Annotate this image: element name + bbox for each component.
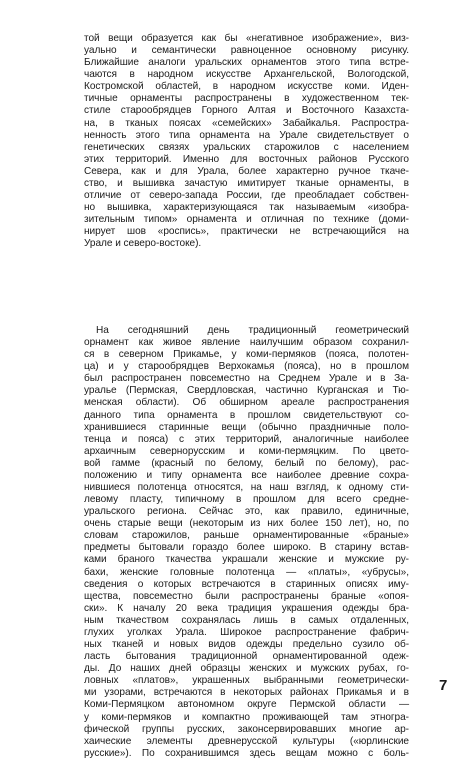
text-line: нившиеся полотенца относятся, на наш взгляд, к одному сти- [84,482,409,494]
text-line: левому пласту, типичному в прошлом для всего средне- [84,494,409,506]
text-line: ми узорами, встречаются в некоторых районах Прикамья и в [84,687,409,699]
text-line: нирует шов «роспись», практически не встречающийся на [84,226,409,238]
text-line: уральского региона. Сейчас это, как правило, единичные, [84,506,409,518]
text-line: менская области). Об обширном ареале распространения [84,397,409,409]
text-line: Коми-Пермяцком автономном округе Пермской области — [84,699,409,711]
text-line: был распространен повсеместно на Среднем Урале и в За- [84,373,409,385]
text-line: той вещи образуется как бы «негативное изображение», виз- [84,33,409,44]
text-line: ство, и вышивка зачастую имитирует тканые орнаменты, в [84,177,409,189]
text-line: хаические элементы древнерусской культуры («юрлинские [84,735,409,747]
page-number: 7 [439,677,448,694]
text-line: предметы бытовали гораздо более широко. В старину встав- [84,542,409,554]
text-line: словам старожилов, раньше орнаментированные «браные» [84,530,409,542]
text-line: этих территорий. Именно для восточных районов Русского [84,153,409,165]
text-line: хранившиеся старинные вещи (обычно праздничные поло- [84,421,409,433]
text-line: положению и типу орнамента все наиболее древние сохра- [84,469,409,481]
text-line: ски». К началу 20 века традиция украшения одежды бра- [84,602,409,614]
text-line: но вышивка, характеризующаяся так называемым «изобра- [84,202,409,214]
paragraph-1 [84,33,409,250]
text-line: чаются в народном искусстве Архангельской, Вологодской, [84,69,409,81]
text-line: бахи, женские головные полотенца — «платы», «убрусы», [84,566,409,578]
paragraph-2 [84,325,409,760]
text-line: Ближайшие аналоги уральских орнаментов этого типа встре- [84,57,409,69]
text-line: На сегодняшний день традиционный геометрический [96,325,409,336]
text-line: ками браного ткачества украшали женские и мужские ру- [84,554,409,566]
text-line: ся в северном Прикамье, у коми-пермяков (пояса, полотен- [84,349,409,361]
text-line: зительным типом» орнамента и отличная по технике (доми- [84,214,409,226]
text-line: генетических связях уральских старожилов с населением [84,141,409,153]
text-line: Костромской областей, в народном искусстве коми. Иден- [84,81,409,93]
text-line: русские»). По сохранившимся здесь вещам можно с боль- [84,747,409,759]
text-line: данного типа орнамента в прошлом свидетельствуют со- [84,409,409,421]
text-line: ласть бытования традиционной орнаментированной одеж- [84,651,409,663]
text-line: ловных «платов», украшенных выбранными геометрически- [84,675,409,687]
text-line: отличие от северо-запада России, где преобладает собствен- [84,190,409,202]
text-line: вой гамме (красный по белому, белый по белому), рас- [84,457,409,469]
text-line: у коми-пермяков и компактно проживающей там этногра- [84,711,409,723]
text-line: уально и семантически равноценное основному рисунку. [84,45,409,57]
text-line: уралье (Пермская, Свердловская, частично Курганская и Тю- [84,385,409,397]
text-line: очень старые вещи (некоторым из них более 150 лет), но, по [84,518,409,530]
text-line: на, в тканых поясах «семейских» Забайкалья. Распростра- [84,117,409,129]
text-line: орнамент как живое явление наилучшим образом сохранил- [84,337,409,349]
text-line: ненность этого типа орнамента на Урале свидетельствует о [84,129,409,141]
text-line: фической группы русских, законсервировавших многие ар- [84,723,409,735]
text-line: глухих уголках Урала. Широкое распространение фабрич- [84,626,409,638]
text-line: Севера, как и для Урала, более характерно ручное ткаче- [84,165,409,177]
text-line: Урале и северо-востоке). [84,238,202,250]
text-line: ды. До наших дней образцы женских и мужских рубах, го- [84,663,409,675]
text-line: архаичным севернорусским и коми-пермяцким. По цвето- [84,445,409,457]
text-line: ца) и у старообрядцев Верхокамья (пояса), но в прошлом [84,361,409,373]
text-line: ных тканей и новых видов одежды предельно сузило об- [84,639,409,651]
text-line: стиле старообрядцев Горного Алтая и Восточного Казахста- [84,105,409,117]
text-line: ным ткачеством сохранялась лишь в самых отдаленных, [84,614,409,626]
text-line: сведения о которых встречаются в старинных описях иму- [84,578,409,590]
text-line: тичные орнаменты распространены в художественном тек- [84,93,409,105]
text-line: щества, повсеместно были распространены браные «опоя- [84,590,409,602]
text-line: тенца и пояса) с этих территорий, аналогичные наиболее [84,433,409,445]
